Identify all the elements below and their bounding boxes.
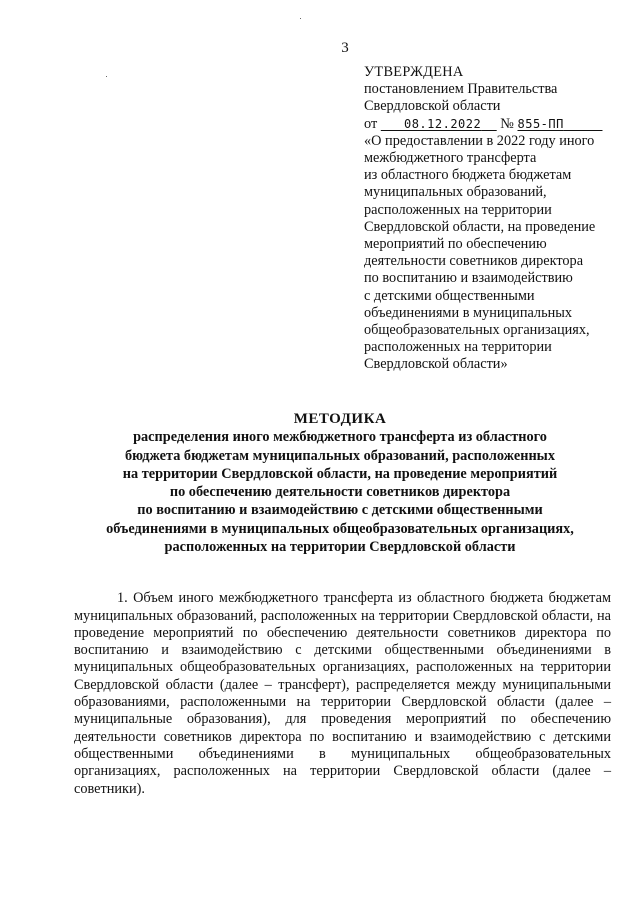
- methodology-heading: МЕТОДИКА: [293, 411, 387, 427]
- methodology-subtitle-line: расположенных на территории Свердловской области: [164, 539, 516, 556]
- methodology-title-block: [60, 410, 620, 556]
- page-number: 3: [341, 40, 349, 56]
- methodology-subtitle-line: объединениями в муниципальных общеобразовательных организациях,: [106, 520, 574, 537]
- resolution-title-line: по воспитанию и взаимодействию: [364, 270, 573, 287]
- date-prefix: от: [364, 115, 378, 132]
- resolution-title-line: Свердловской области, на проведение: [364, 218, 596, 235]
- methodology-subtitle-line: на территории Свердловской области, на проведение мероприятий: [122, 465, 558, 482]
- scan-speck: [300, 18, 301, 19]
- number-prefix: №: [500, 115, 514, 132]
- resolution-number: 855-ПП: [517, 116, 564, 131]
- resolution-title-line: мероприятий по обеспечению: [364, 236, 547, 253]
- resolution-title-line: деятельности советников директора: [364, 253, 584, 270]
- methodology-subtitle-line: по воспитанию и взаимодействию с детскими общественными: [137, 502, 543, 519]
- resolution-title-line: с детскими общественными: [364, 287, 535, 304]
- body-paragraph-1: 1. Объем иного межбюджетного трансферта из областного бюджета бюджетам муниципальных образований, расположенных на территории Свердловской области, на проведение мероприятий по обеспечению деятельности советников директора по воспитанию и взаимодействию с детскими общественными объединениями в муниципальных общеобразовательных организациях, расположенных на территории Свердловской области (далее – трансферт), распределяется между муниципальными образованиями, расположенными на территории Свердловской области (далее – муниципальные образования), для проведения мероприятий по обеспечению деятельности советников директора по воспитанию и взаимодействию с детскими общественными объединениями в муниципальных общеобразовательных организациях, расположенных на территории Свердловской области (далее – советники).: [74, 590, 611, 797]
- resolution-title-line: общеобразовательных организациях,: [364, 322, 590, 339]
- methodology-subtitle-line: распределения иного межбюджетного трансферта из областного: [133, 429, 547, 446]
- approval-status: УТВЕРЖДЕНА: [364, 64, 464, 80]
- approval-line-1: постановлением Правительства: [364, 81, 558, 98]
- resolution-title-line: расположенных на территории: [364, 339, 552, 356]
- resolution-title: [364, 133, 614, 374]
- resolution-date: 08.12.2022: [403, 116, 482, 131]
- resolution-title-line: из областного бюджета бюджетам: [364, 167, 572, 184]
- resolution-date-number: [364, 116, 614, 133]
- resolution-title-line: объединениями в муниципальных: [364, 304, 572, 321]
- resolution-title-line: «О предоставлении в 2022 году иного: [364, 132, 595, 149]
- scan-speck: [106, 76, 107, 77]
- resolution-title-line: межбюджетного трансферта: [364, 150, 537, 167]
- resolution-title-line: муниципальных образований,: [364, 184, 547, 201]
- methodology-subtitle-line: бюджета бюджетам муниципальных образований, расположенных: [124, 447, 555, 464]
- resolution-title-line: расположенных на территории: [364, 201, 552, 218]
- approval-stamp-block: [364, 64, 614, 374]
- methodology-subtitle-line: по обеспечению деятельности советников директора: [169, 484, 511, 501]
- approval-line-2: Свердловской области: [364, 98, 501, 115]
- resolution-title-line: Свердловской области»: [364, 356, 508, 373]
